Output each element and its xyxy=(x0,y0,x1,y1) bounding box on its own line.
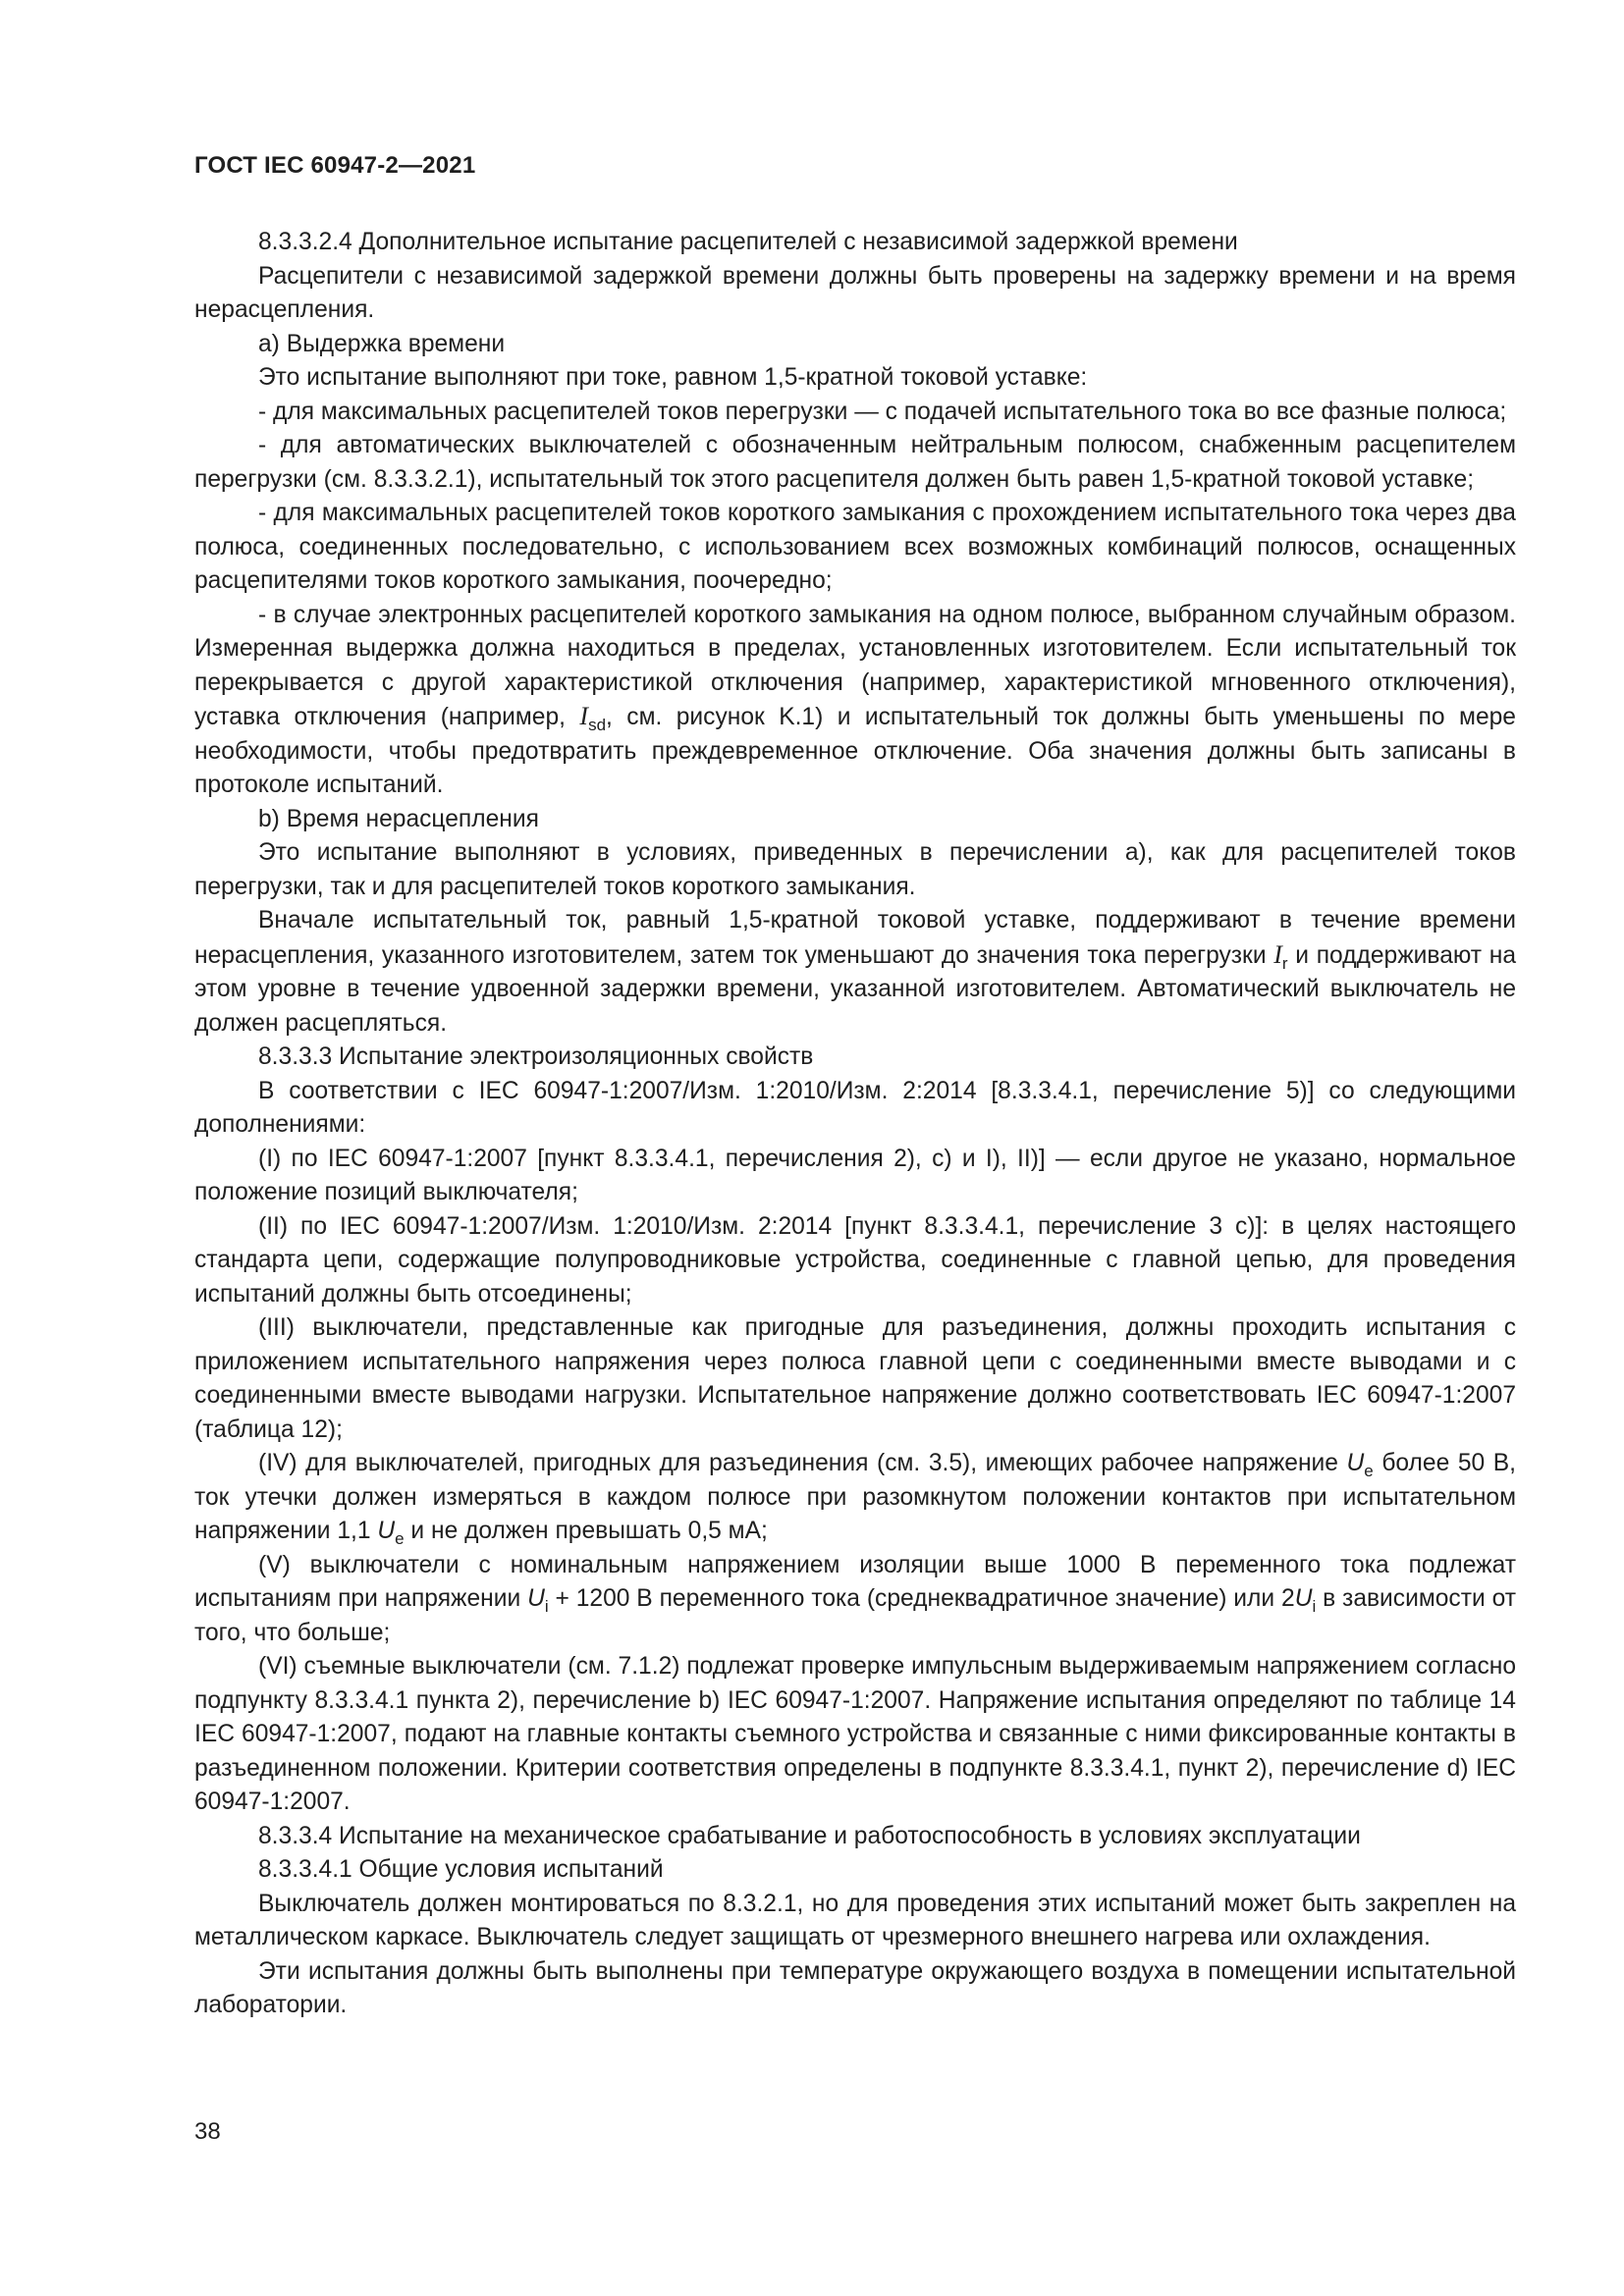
subscript: e xyxy=(1364,1462,1374,1480)
clause-8-3-3-4-heading: 8.3.3.4 Испытание на механическое срабатывание и работоспособность в условиях эксплуатации xyxy=(258,1822,1361,1849)
document-header: ГОСТ IEC 60947-2—2021 xyxy=(194,152,476,179)
page-number: 38 xyxy=(194,2118,221,2145)
symbol-current: I xyxy=(579,702,589,730)
clause-8-3-3-2-4-heading: 8.3.3.2.4 Дополнительное испытание расцепителей с независимой задержкой времени xyxy=(258,229,1238,255)
text-run: (IV) для выключателей, пригодных для разъединения (см. 3.5), имеющих рабочее напряжение xyxy=(258,1450,1347,1476)
paragraph xyxy=(194,904,1516,1041)
text-run: - в случае электронных расцепителей короткого замыкания на одном полюсе, выбранном случайным образом. Измеренная выдержка должна находиться в пределах, установленных изготовителем. Если испытательный ток перекрывается с другой характеристикой отключения (например, характеристикой мгновенного отключения), уставка отключения (например, xyxy=(194,601,1516,730)
dash-list-item xyxy=(194,599,1516,803)
document-body xyxy=(194,226,1516,2023)
text-run: и поддерживают на этом уровне в течение удвоенной задержки времени, указанной изготовителем. Автоматический выключатель не должен расцепляться. xyxy=(194,941,1516,1037)
roman-list-item xyxy=(194,1447,1516,1549)
dash-list-item: - для максимальных расцепителей токов перегрузки — с подачей испытательного тока во все фазные полюса; xyxy=(258,398,1507,425)
roman-list-item xyxy=(194,1549,1516,1651)
subscript: sd xyxy=(588,716,607,734)
clause-8-3-3-4-1-heading: 8.3.3.4.1 Общие условия испытаний xyxy=(258,1856,664,1883)
subscript: i xyxy=(544,1597,549,1616)
list-item-b-heading: b) Время нерасцепления xyxy=(258,805,539,832)
text-run: (V) выключатели с номинальным напряжением изоляции выше 1000 В переменного тока подлежат испытаниям при напряжении xyxy=(194,1551,1516,1612)
subscript: i xyxy=(1312,1597,1317,1616)
roman-list-item: (I) по IEC 60947-1:2007 [пункт 8.3.3.4.1, перечисления 2), с) и I), II)] — если другое не указано, нормальное положение позиций выключателя; xyxy=(194,1145,1516,1205)
roman-list-item: (III) выключатели, представленные как пригодные для разъединения, должны проходить испытания с приложением испытательного напряжения через полюса главной цепи с соединенными вместе выводами и с соединенными вместе выводами нагрузки. Испытательное напряжение должно соответствовать IEC 60947-1:2007 (таблица 12); xyxy=(194,1314,1516,1443)
paragraph: Выключатель должен монтироваться по 8.3.2.1, но для проведения этих испытаний может быть закреплен на металлическом каркасе. Выключатель следует защищать от чрезмерного внешнего нагрева или охлаждения. xyxy=(194,1890,1516,1950)
paragraph: Это испытание выполняют в условиях, приведенных в перечислении а), как для расцепителей токов перегрузки, так и для расцепителей токов короткого замыкания. xyxy=(194,839,1516,900)
symbol-voltage: U xyxy=(377,1518,396,1544)
dash-list-item: - для автоматических выключателей с обозначенным нейтральным полюсом, снабженным расцепителем перегрузки (см. 8.3.3.2.1), испытательный ток этого расцепителя должен быть равен 1,5-кратной токовой уставке; xyxy=(194,432,1516,493)
subscript: e xyxy=(395,1529,405,1548)
subscript: r xyxy=(1281,953,1288,973)
paragraph: Это испытание выполняют при токе, равном 1,5-кратной токовой уставке: xyxy=(258,364,1088,391)
text-run: , см. рисунок K.1) и испытательный ток должны быть уменьшены по мере необходимости, чтобы предотвратить преждевременное отключение. Оба значения должны быть записаны в протоколе испытаний. xyxy=(194,704,1516,798)
paragraph: В соответствии с IEC 60947-1:2007/Изм. 1:2010/Изм. 2:2014 [8.3.3.4.1, перечисление 5)] со следующими дополнениями: xyxy=(194,1077,1516,1138)
roman-list-item: (II) по IEC 60947-1:2007/Изм. 1:2010/Изм. 2:2014 [пункт 8.3.3.4.1, перечисление 3 с)]: в целях настоящего стандарта цепи, содержащие полупроводниковые устройства, соединенные с главной цепью, для проведения испытаний должны быть отсоединены; xyxy=(194,1212,1516,1308)
text-run: более 50 В, ток утечки должен измеряться в каждом полюсе при разомкнутом положении контактов при испытательном напряжении 1,1 xyxy=(194,1450,1516,1544)
text-run: в зависимости от того, что больше; xyxy=(194,1585,1516,1646)
roman-list-item: (VI) съемные выключатели (см. 7.1.2) подлежат проверке импульсным выдерживаемым напряжением согласно подпункту 8.3.3.4.1 пункта 2), перечисление b) IEC 60947-1:2007. Напряжение испытания определяют по таблице 14 IEC 60947-1:2007, подают на главные контакты съемного устройства и связанные с ними фиксированные контакты в разъединенном положении. Критерии соответствия определены в подпункте 8.3.3.4.1, пункт 2), перечисление d) IEC 60947-1:2007. xyxy=(194,1653,1516,1815)
clause-8-3-3-3-heading: 8.3.3.3 Испытание электроизоляционных свойств xyxy=(258,1043,814,1070)
paragraph: Эти испытания должны быть выполнены при температуре окружающего воздуха в помещении испытательной лаборатории. xyxy=(194,1957,1516,2018)
text-run: + 1200 В переменного тока (среднеквадратичное значение) или 2 xyxy=(548,1585,1295,1612)
symbol-voltage: U xyxy=(1346,1450,1365,1476)
text-run: Вначале испытательный ток, равный 1,5-кратной токовой уставке, поддерживают в течение времени нерасцепления, указанного изготовителем, затем ток уменьшают до значения тока перегрузки xyxy=(194,907,1516,969)
symbol-current: I xyxy=(1273,939,1282,969)
dash-list-item: - для максимальных расцепителей токов короткого замыкания с прохождением испытательного тока через два полюса, соединенных последовательно, с использованием всех возможных комбинаций полюсов, оснащенных расцепителями токов короткого замыкания, поочередно; xyxy=(194,500,1516,594)
paragraph: Расцепители с независимой задержкой времени должны быть проверены на задержку времени и на время нерасцепления. xyxy=(194,262,1516,323)
list-item-a-heading: а) Выдержка времени xyxy=(258,330,506,357)
symbol-voltage: U xyxy=(527,1585,545,1612)
text-run: и не должен превышать 0,5 мА; xyxy=(404,1518,768,1544)
symbol-voltage: U xyxy=(1294,1585,1313,1612)
